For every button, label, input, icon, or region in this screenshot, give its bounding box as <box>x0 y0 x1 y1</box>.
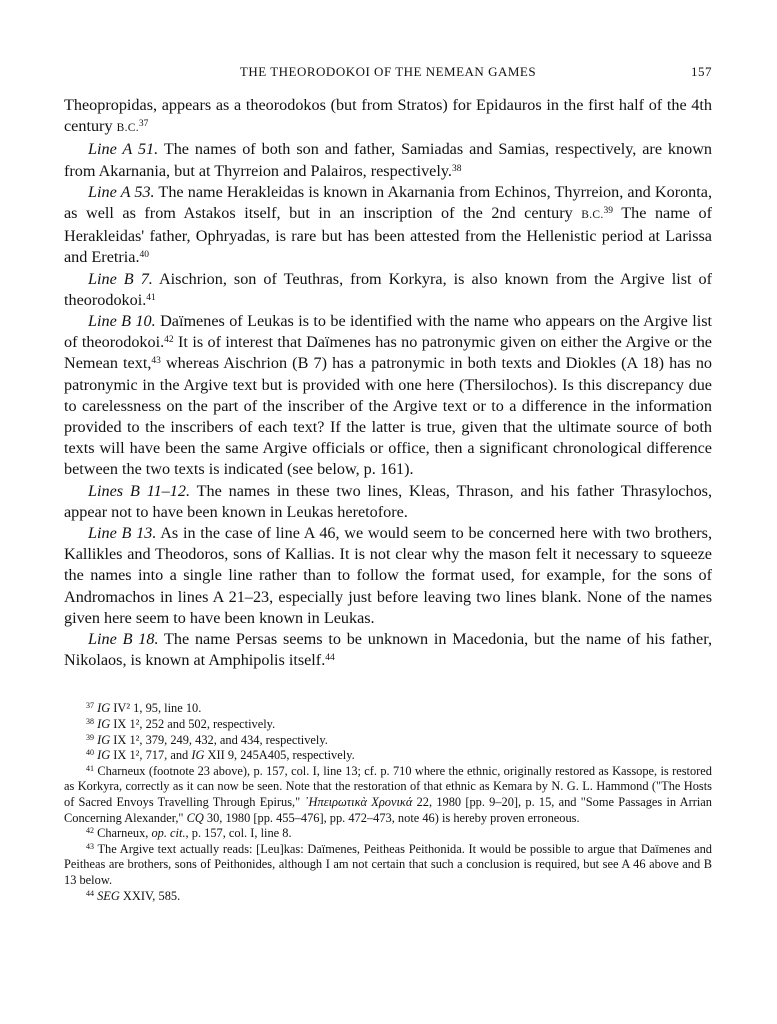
footnote-ref[interactable]: 43 <box>151 356 161 367</box>
footnotes <box>64 701 712 904</box>
footnote-41: $^{41}$ Charneux (footnote 23 above), p. 157, col. I, line 13; cf. p. 710 where the ethnic, originally restored as Kassope, is restored as Korkyra, correctly as it can now be seen. Note that the restoration of that ethnic as Kemara by N. G. L. Hammond ("The Hosts of Sacred Envoys Travelling Through Epirus," ᾿Ηπειρωτικὰ Χρονικά 22, 1980 [pp. 9–20], p. 15, and "Some Passages in Arrian Concerning Alexander," CQ 30, 1980 [pp. 455–476], pp. 472–473, note 46) is hereby proven erroneous. <box>64 763 712 825</box>
page-number: 157 <box>691 64 712 79</box>
footnote-39: $^{39}$ IG IX 1², 379, 249, 432, and 434, respectively. <box>86 732 328 747</box>
running-title: THE THEORODOKOI OF THE NEMEAN GAMES <box>239 64 537 79</box>
footnote-ref[interactable]: 37 <box>138 119 149 130</box>
paragraph-line-b13: Line B 13. As in the case of line A 46, we would seem to be concerned here with two brothers, Kallikles and Theodoros, sons of Kallias. It is not clear why the mason felt it necessary to squeeze the names into a single line rather than to follow the format used, for example, for the sons of Andromachos in lines A 21–23, especially just before leaving two lines blank. None of the names given here seem to have been known in Leukas. <box>64 524 712 627</box>
line-label: Line A 51. <box>88 140 159 159</box>
footnote-ref[interactable]: 44 <box>325 653 335 664</box>
line-label: Line A 53. <box>88 182 155 201</box>
footnote-42: $^{42}$ Charneux, op. cit., p. 157, col. I, line 8. <box>86 826 292 841</box>
footnote-40: $^{40}$ IG IX 1², 717, and IG XII 9, 245A405, respectively. <box>86 748 355 763</box>
footnote-37: $^{37}$ IG IV² 1, 95, line 10. <box>86 701 202 716</box>
paragraph-line-a51: Line A 51. The names of both son and father, Samiadas and Samias, respectively, are known from Akarnania, but at Thyrreion and Palairos, respectively.$^{38}$ <box>64 140 712 180</box>
footnote-ref[interactable]: 41 <box>146 292 156 303</box>
footnote-ref[interactable]: 42 <box>164 335 174 346</box>
body-text <box>64 95 712 671</box>
paragraph-line-a53: Line A 53. The name Herakleidas is known in Akarnania from Echinos, Thyrreion, and Koronta, as well as from Astakos itself, but in an inscription of the 2nd century B.C.$^{39}$ The name of Herakleidas' father, Ophryadas, is rare but has been attested from the Hellenistic period at Larissa and Eretria.$^{40}$ <box>64 182 713 267</box>
line-label: Line B 10. <box>88 312 156 331</box>
paragraph-lines-b11-12: Lines B 11–12. The names in these two lines, Kleas, Thrason, and his father Thrasylochos, appear not to have been known in Leukas heretofore. <box>64 481 713 521</box>
footnote-ref[interactable]: 38 <box>451 163 462 174</box>
line-label: Line B 18. <box>88 630 159 649</box>
paragraph-line-b10: Line B 10. Daïmenes of Leukas is to be identified with the name who appears on the Argive list of theorodokoi.$^{42}$ It is of interest that Daïmenes has no patronymic given on either the Argive or the Nemean text,$^{43}$ whereas Aischrion (B 7) has a patronymic in both texts and Diokles (A 18) has no patronymic in the Argive text but is provided with one here (Thersilochos). Is this discrepancy due to carelessness on the part of the inscriber of the Argive text or to a difference in the information provided to the inscribers of each text? If the latter is true, given that the ultimate source of both texts will have been the same Argive officials or office, then a significant chronological difference between the two texts is indicated (see below, p. 161). <box>64 312 713 479</box>
line-label: Line B 7. <box>88 269 153 288</box>
footnote-ref[interactable]: 40 <box>139 250 149 261</box>
line-label: Line B 13. <box>88 524 157 543</box>
paragraph-line-b7: Line B 7. Aischrion, son of Teuthras, from Korkyra, is also known from the Argive list of theorodokoi.$^{41}$ <box>64 269 713 309</box>
footnote-38: $^{38}$ IG IX 1², 252 and 502, respectively. <box>86 717 276 732</box>
page <box>64 62 712 904</box>
running-head <box>64 62 712 84</box>
paragraph-line-b18: Line B 18. The name Persas seems to be unknown in Macedonia, but the name of his father, Nikolaos, is known at Amphipolis itself.$^{44}$ <box>64 630 712 670</box>
footnote-44: $^{44}$ SEG XXIV, 585. <box>86 888 181 903</box>
footnote-43: $^{43}$ The Argive text actually reads: [Leu]kas: Daïmenes, Peitheas Peithonida. It would be possible to argue that Daïmenes and Peitheas are brothers, sons of Peithonides, although I am not certain that such a conclusion is required, but see A 46 above and B 13 below. <box>64 841 712 888</box>
paragraph-1: Theopropidas, appears as a theorodokos (but from Stratos) for Epidauros in the first half of the 4th century B.C.$^{37}$ <box>64 96 712 136</box>
era-abbrev: B.C. <box>116 122 139 135</box>
line-label: Lines B 11–12. <box>88 481 191 500</box>
era-abbrev: B.C. <box>581 209 604 222</box>
footnote-ref[interactable]: 39 <box>603 206 614 217</box>
